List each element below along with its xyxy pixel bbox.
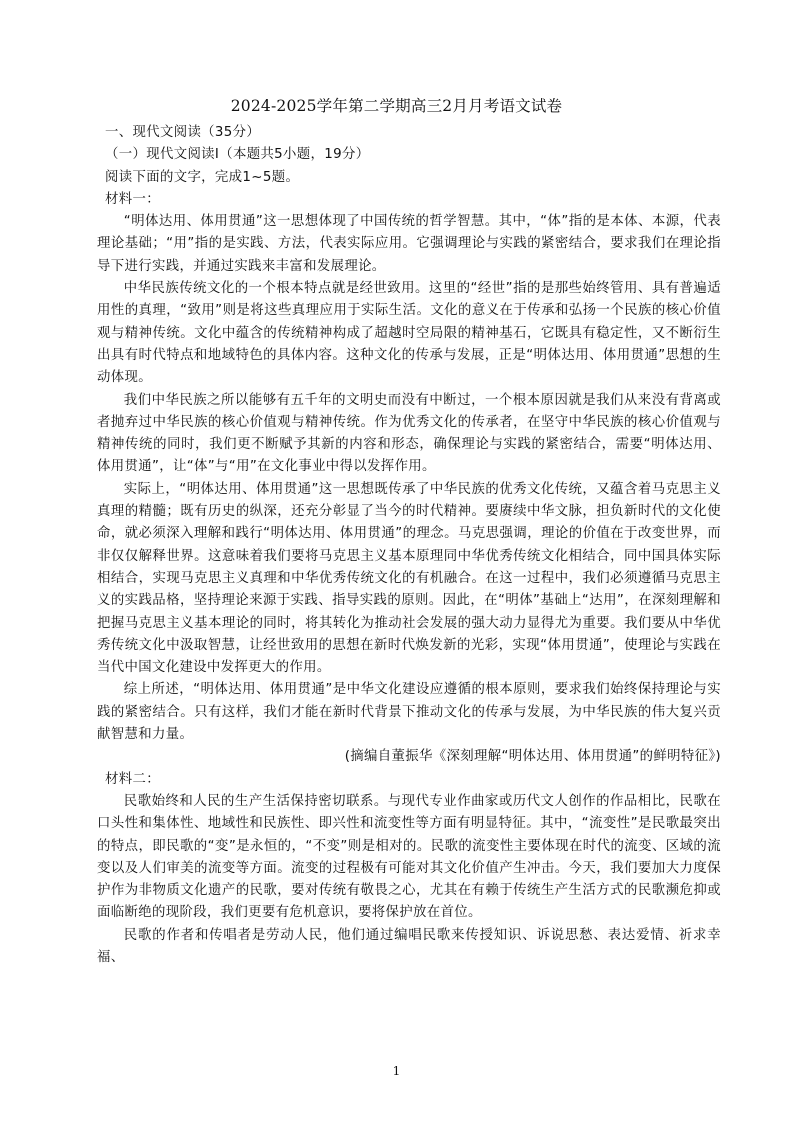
material-1-paragraph-2: 中华民族传统文化的一个根本特点就是经世致用。这里的“经世”指的是那些始终管用、具有普遍适用性的真理，“致用”则是将这些真理应用于实际生活。文化的意义在于传承和弘扬一个民族的核心价值观与精神传统。文化中蕴含的传统精神构成了超越时空局限的精神基石，它既具有稳定性，又不断衍生出具有时代特点和地域特色的具体内容。这种文化的传承与发展，正是“明体达用、体用贯通”思想的生动体现。	[97, 281, 721, 386]
material-1-heading: 材料一：	[105, 191, 160, 207]
material-1-source: (摘编自董振华《深刻理解“明体达用、体用贯通”的鲜明特征》)	[344, 749, 721, 765]
page-title: 2024-2025学年第二学期高三2月月考语文试卷	[230, 97, 563, 115]
material-2-heading: 材料二：	[105, 771, 160, 787]
subsection-heading: （一）现代文阅读Ⅰ（本题共5小题，19分）	[105, 147, 370, 163]
material-1-paragraph-5: 综上所述，“明体达用、体用贯通”是中华文化建设应遵循的根本原则，要求我们始终保持理论与实践的紧密结合。只有这样，我们才能在新时代背景下推动文化的传承与发展，为中华民族的伟大复兴贡献智慧和力量。	[97, 682, 721, 743]
page-number: 1	[392, 1064, 401, 1078]
material-1-paragraph-3: 我们中华民族之所以能够有五千年的文明史而没有中断过，一个根本原因就是我们从来没有背离或者抛弃过中华民族的核心价值观与精神传统。作为优秀文化的传承者，在坚守中华民族的核心价值观与精神传统的同时，我们更不断赋予其新的内容和形态，确保理论与实践的紧密结合，需要“明体达用、体用贯通”，让“体”与“用”在文化事业中得以发挥作用。	[97, 392, 721, 475]
section-heading: 一、现代文阅读（35分）	[105, 125, 261, 140]
material-2-paragraph-2: 民歌的作者和传唱者是劳动人民，他们通过编唱民歌来传授知识、诉说思愁、表达爱情、祈求幸福、	[97, 927, 721, 965]
material-1-paragraph-4: 实际上，“明体达用、体用贯通”这一思想既传承了中华民族的优秀文化传统，又蕴含着马克思主义真理的精髓；既有历史的纵深，还充分彰显了当今的时代精神。要赓续中华文脉，担负新时代的文化使命，就必须深入理解和践行“明体达用、体用贯通”的理念。马克思强调，理论的价值在于改变世界，而非仅仅解释世界。这意味着我们要将马克思主义基本原理同中华优秀传统文化相结合，同中国具体实际相结合，实现马克思主义真理和中华优秀传统文化的有机融合。在这一过程中，我们必须遵循马克思主义的实践品格，坚持理论来源于实践、指导实践的原则。因此，在“明体”基础上“达用”，在深刻理解和把握马克思主义基本理论的同时，将其转化为推动社会发展的强大动力显得尤为重要。我们要从中华优秀传统文化中汲取智慧，让经世致用的思想在新时代焕发新的光彩，实现“体用贯通”，使理论与实践在当代中国文化建设中发挥更大的作用。	[97, 481, 721, 676]
material-1-paragraph-1: “明体达用、体用贯通”这一思想体现了中国传统的哲学智慧。其中，“体”指的是本体、本源，代表理论基础；“用”指的是实践、方法，代表实际应用。它强调理论与实践的紧密结合，要求我们在理论指导下进行实践，并通过实践来丰富和发展理论。	[97, 214, 721, 274]
document-body	[97, 122, 721, 969]
reading-instruction: 阅读下面的文字，完成1~5题。	[105, 169, 300, 185]
material-2-paragraph-1: 民歌始终和人民的生产生活保持密切联系。与现代专业作曲家或历代文人创作的作品相比，民歌在口头性和集体性、地域性和民族性、即兴性和流变性等方面有明显特征。其中，“流变性”是民歌最突出的特点，即民歌的“变”是永恒的，“不变”则是相对的。民歌的流变性主要体现在时代的流变、区域的流变以及人们审美的流变等方面。流变的过程极有可能对其文化价值产生冲击。今天，我们要加大力度保护作为非物质文化遗产的民歌，要对传统有敬畏之心，尤其在有赖于传统生产生活方式的民歌濒危抑或面临断绝的现阶段，我们更要有危机意识，要将保护放在首位。	[97, 793, 721, 921]
